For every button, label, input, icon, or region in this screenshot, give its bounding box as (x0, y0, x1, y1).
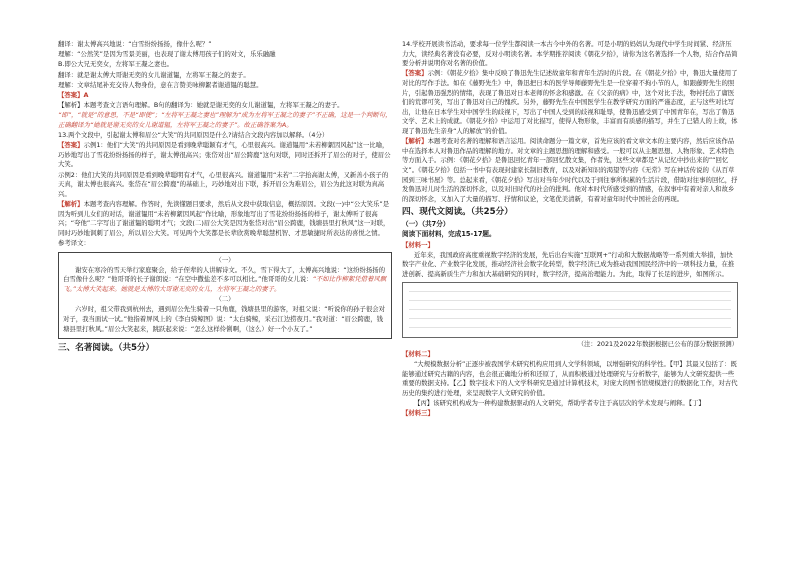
text-line: 理解：文章结尾补充交待人物身份，意在言赞美咏柳絮者谢道韫的聪慧。 (58, 80, 263, 89)
text-line: B.即公大兄无奕女，左将军王凝之妻也。 (58, 60, 174, 69)
material-2-text-2: 【丙】该研究机构成为一种构建数据驱动的人文研究，帮助学者专注于高层次的学术发现与阐释。【丁】 (414, 398, 705, 407)
answer-14: 【答案】示例：《朝花夕拾》集中反映了鲁迅先生记述故童年和青年生活时的片段。在《朝花夕拾》中，鲁迅大量使用了对比的写作手法。如在《藤野先生》中，鲁迅把日本的医学导师藤野先生是一位穿着不拘小节的人，如跟藤野先生的照片，引起鲁迅强烈的情绪，表现了鲁迅对日本老师的怀念和感激。在《父亲的病》中，这个对比手法，物衬托出了庸医们的荒谬可笑，写出了鲁迅对自己的愧疚。另外，藤野先生在中国医学生在教学研究方面的严谨态度，正与这些对比写出，让他在日本学生对中国学生的歧视下，写出了中国人受到的歧视和耻辱，使鲁迅感受到了中国青年在，写出了鲁迅文学、艺术上的成就。《朝花夕拾》中运用了对比描写，使得人物形象，丰富而有质感的描写，并生了已错人的上故，体现了鲁迅先生亲身“人的解放”的价值。 (402, 69, 738, 135)
text-line: 翻译：谢太傅高兴地说：“白雪纷纷扬扬，像什么呢？” (58, 40, 212, 48)
question-14: 14.学校开展读书活动，要求每一位学生都阅读一本古今中外的名著。可是小明的妈妈认为现代中学生时间紧、经济压力大，读经典名著没有必要，反对小明读名著。本学期推荐阅读《朝花夕拾》，请你为这名著选择一个人物，结合作品简要分析并说明你对名著的价值。 (402, 40, 738, 68)
analysis-12-detail: “即”，“就是”的意思，不是“即使”；“左将军王凝之妻也”理解为“成为左将军王凝之的妻子”不正确，这是一个判断句，正确翻译为“她就是谢无奕的女儿谢道韫，左将军王凝之的妻子”。故正确答案为A。 (58, 111, 392, 129)
text-line: 翻译：就是谢太傅大哥谢无奕的女儿谢道韫，左将军王凝之的妻子。 (58, 70, 250, 79)
material-2-label: 【材料二】 (402, 349, 434, 358)
translation-box (58, 252, 392, 339)
section-3-heading: 三、名著阅读。（共5分） (58, 342, 155, 353)
material-2-text: “大规模数据分析”正逐步被我国学术研究机构应用到人文学科领域，以增强研究的科学性。【甲】其最又包括了：既能够通过研究古籍的内容，也会很正确地分析和还原了，从而积极通过处理研究与分析数字，能够为人文研究提供一些重要的数据支持。【乙】数字技术下的人文学科研究是通过计算机技术，对庞大的图书馆规模进行的数据化工作，对古代历史的集约进行处理，来呈现数字人文研究的价值。 (402, 360, 738, 397)
chart-grid (409, 291, 731, 329)
right-column (402, 40, 738, 419)
text-line: 理解：“公然笑”是因为雪景美丽，也表现了谢太傅用孩子们的对文，乐乐融融 (58, 50, 276, 59)
answer-12: 【答案】A (58, 90, 89, 99)
left-column (58, 40, 392, 356)
translation-1: 谢安在寒冷的雪天举行家庭聚会，给子侄辈的人讲解诗文。不久，雪下得大了，太傅高兴地说：“这纷纷扬扬的白雪像什么呢？”他哥哥的长子谢朗说：“在空中撒盐差不多可以相比。”他哥哥的女儿说：“不如比作柳絮凭借着风飘飞。”太傅大笑起来。她就是太傅的大哥谢无奕的女儿，左将军王凝之的妻子。 (63, 265, 387, 293)
chart-note: （注：2021及2022年数据根据已公布的部分数据预测） (577, 339, 738, 348)
chart-placeholder (402, 282, 738, 338)
answer-13-alt: 示例2：他们大笑的共同原因是看到晚辈聪明有才气，心里很高兴。谢道韫用“未若”二字抬高谢太傅，又新善小孩子的天真，谢太傅也很高兴。张岱在“眉公跨鹿”的基础上，巧妙地对出下联，拆开眉公为难眉公，眉公为此这对联为真高兴。 (58, 170, 389, 198)
subsection-1-instruction: 阅读下面材料，完成15-17题。 (402, 230, 496, 239)
translation-1-title: （一） (215, 255, 235, 264)
translation-2-title: （二） (215, 295, 235, 304)
translation-2: 六岁时，祖父带我到杭州去，遇到眉公先生骑着一只角鹿，钱塘县里的游客，对祖父说：“听说你的孙子很会对对子，我当面试一试。”他指着屏风上的《李白骑鲸图》说：“太白骑鲸，采石江边捞夜月。”我对道：“眉公跨鹿，钱塘县里打秋风。”眉公大笑起来，跳跃起来说：“怎么这样伶俐啊，（这么）好一个小友了。” (63, 305, 386, 333)
reference-label: 参考译文： (58, 239, 90, 247)
material-3-label: 【材料三】 (402, 409, 434, 418)
analysis-13: 【解析】本题考查内容理解。作答时，先读懂题目要求，然后从文段中获取信息，概括原因。文段(一)中“公大笑乐”是因为听到儿女们的对话，谢道韫用“未若柳絮因风起”作比喻，形象地写出了雪花纷纷扬扬的样子，谢太傅听了很高兴；“夸他”二字写出了谢道韫的聪明才气；文段(二)眉公大笑是因为张岱对出“眉公跨鹿，钱塘县里打秋风”这一对联，同时巧妙地讽刺了眉公，所以眉公大笑。可见两个大笑都是长辈欣赏晚辈聪慧机智、才思敏捷时所表达的喜悦之情。 (58, 200, 390, 237)
question-13: 13.两个文段中，引起谢太傅和眉公“大笑”的共同原因是什么?请结合文段内容加以解释。（4分） (58, 131, 329, 140)
answer-13: 【答案】示例1：他们“大笑”的共同原因是看到晚辈聪颖有才气，心里很高兴。谢道韫用“未若柳絮因风起”这一比喻，巧妙地写出了雪花纷纷扬扬的样子，谢太傅很高兴；张岱对出“眉公跨鹿”这句对联，同时还拆开了眉公的对子，使眉公大笑。 (58, 141, 391, 169)
analysis-14: 【解析】本题考查对名著的理解和语言运用。阅读命题分一篇文章，首先应该的看文章文本的主要内容，然后应该作品中在选择本人对鲁迅作品的理解的地方。对文章的主题思想的理解和感受。一般可以从主题思想、人物形象、艺术特色等方面入手。示例：《朝花夕拾》是鲁迅回忆青年一部回忆散文集，作者先，这些文章都是“从记忆中抄出来的”“回忆文”。《朝花夕拾》包括一书中有表现封建家长制旧教育，以及对新知识的渴望等内容《无常》写在神话传说的《从百草园到三味书屋》等。总起来看，《朝花夕拾》写出对当年少时代以及于到往事所积累的生活片段，借助对往事的回忆，抒发鲁迅对儿时生活的深切怀念，以及对旧时代的社会的批判。他对本时代所感受到的情感，在叙事中有着对亲人和故乡的深切怀念，又加入了大量的描写、抒情和议论，文笔优美清新，有着对童年时代中国社会的再现。 (402, 137, 738, 203)
material-1-text: 近年来，我国政府高度重视数字经济的发展，先后出台实施“互联网+”行动和大数据战略等一系列重大举措，加快数字产业化、产业数字化发展，推动经济社会数字化转型，数字经济已成为推动我国国民经济中的一项科技力量，在推进创新、提高新质生产力和加大基础研究的同时，数字经济，提高治理能力。为此，取得了长足的进步，如图所示。 (402, 250, 735, 279)
material-1-label: 【材料一】 (402, 240, 434, 249)
subsection-1: （一）（共7分） (402, 220, 450, 229)
analysis-12: 【解析】本题考查文言语句理解。B句的翻译为：她就是谢无奕的女儿谢道韫，左将军王凝之的妻子。 (58, 101, 344, 110)
section-4-heading: 四、现代文阅读。（共25分） (402, 207, 513, 218)
